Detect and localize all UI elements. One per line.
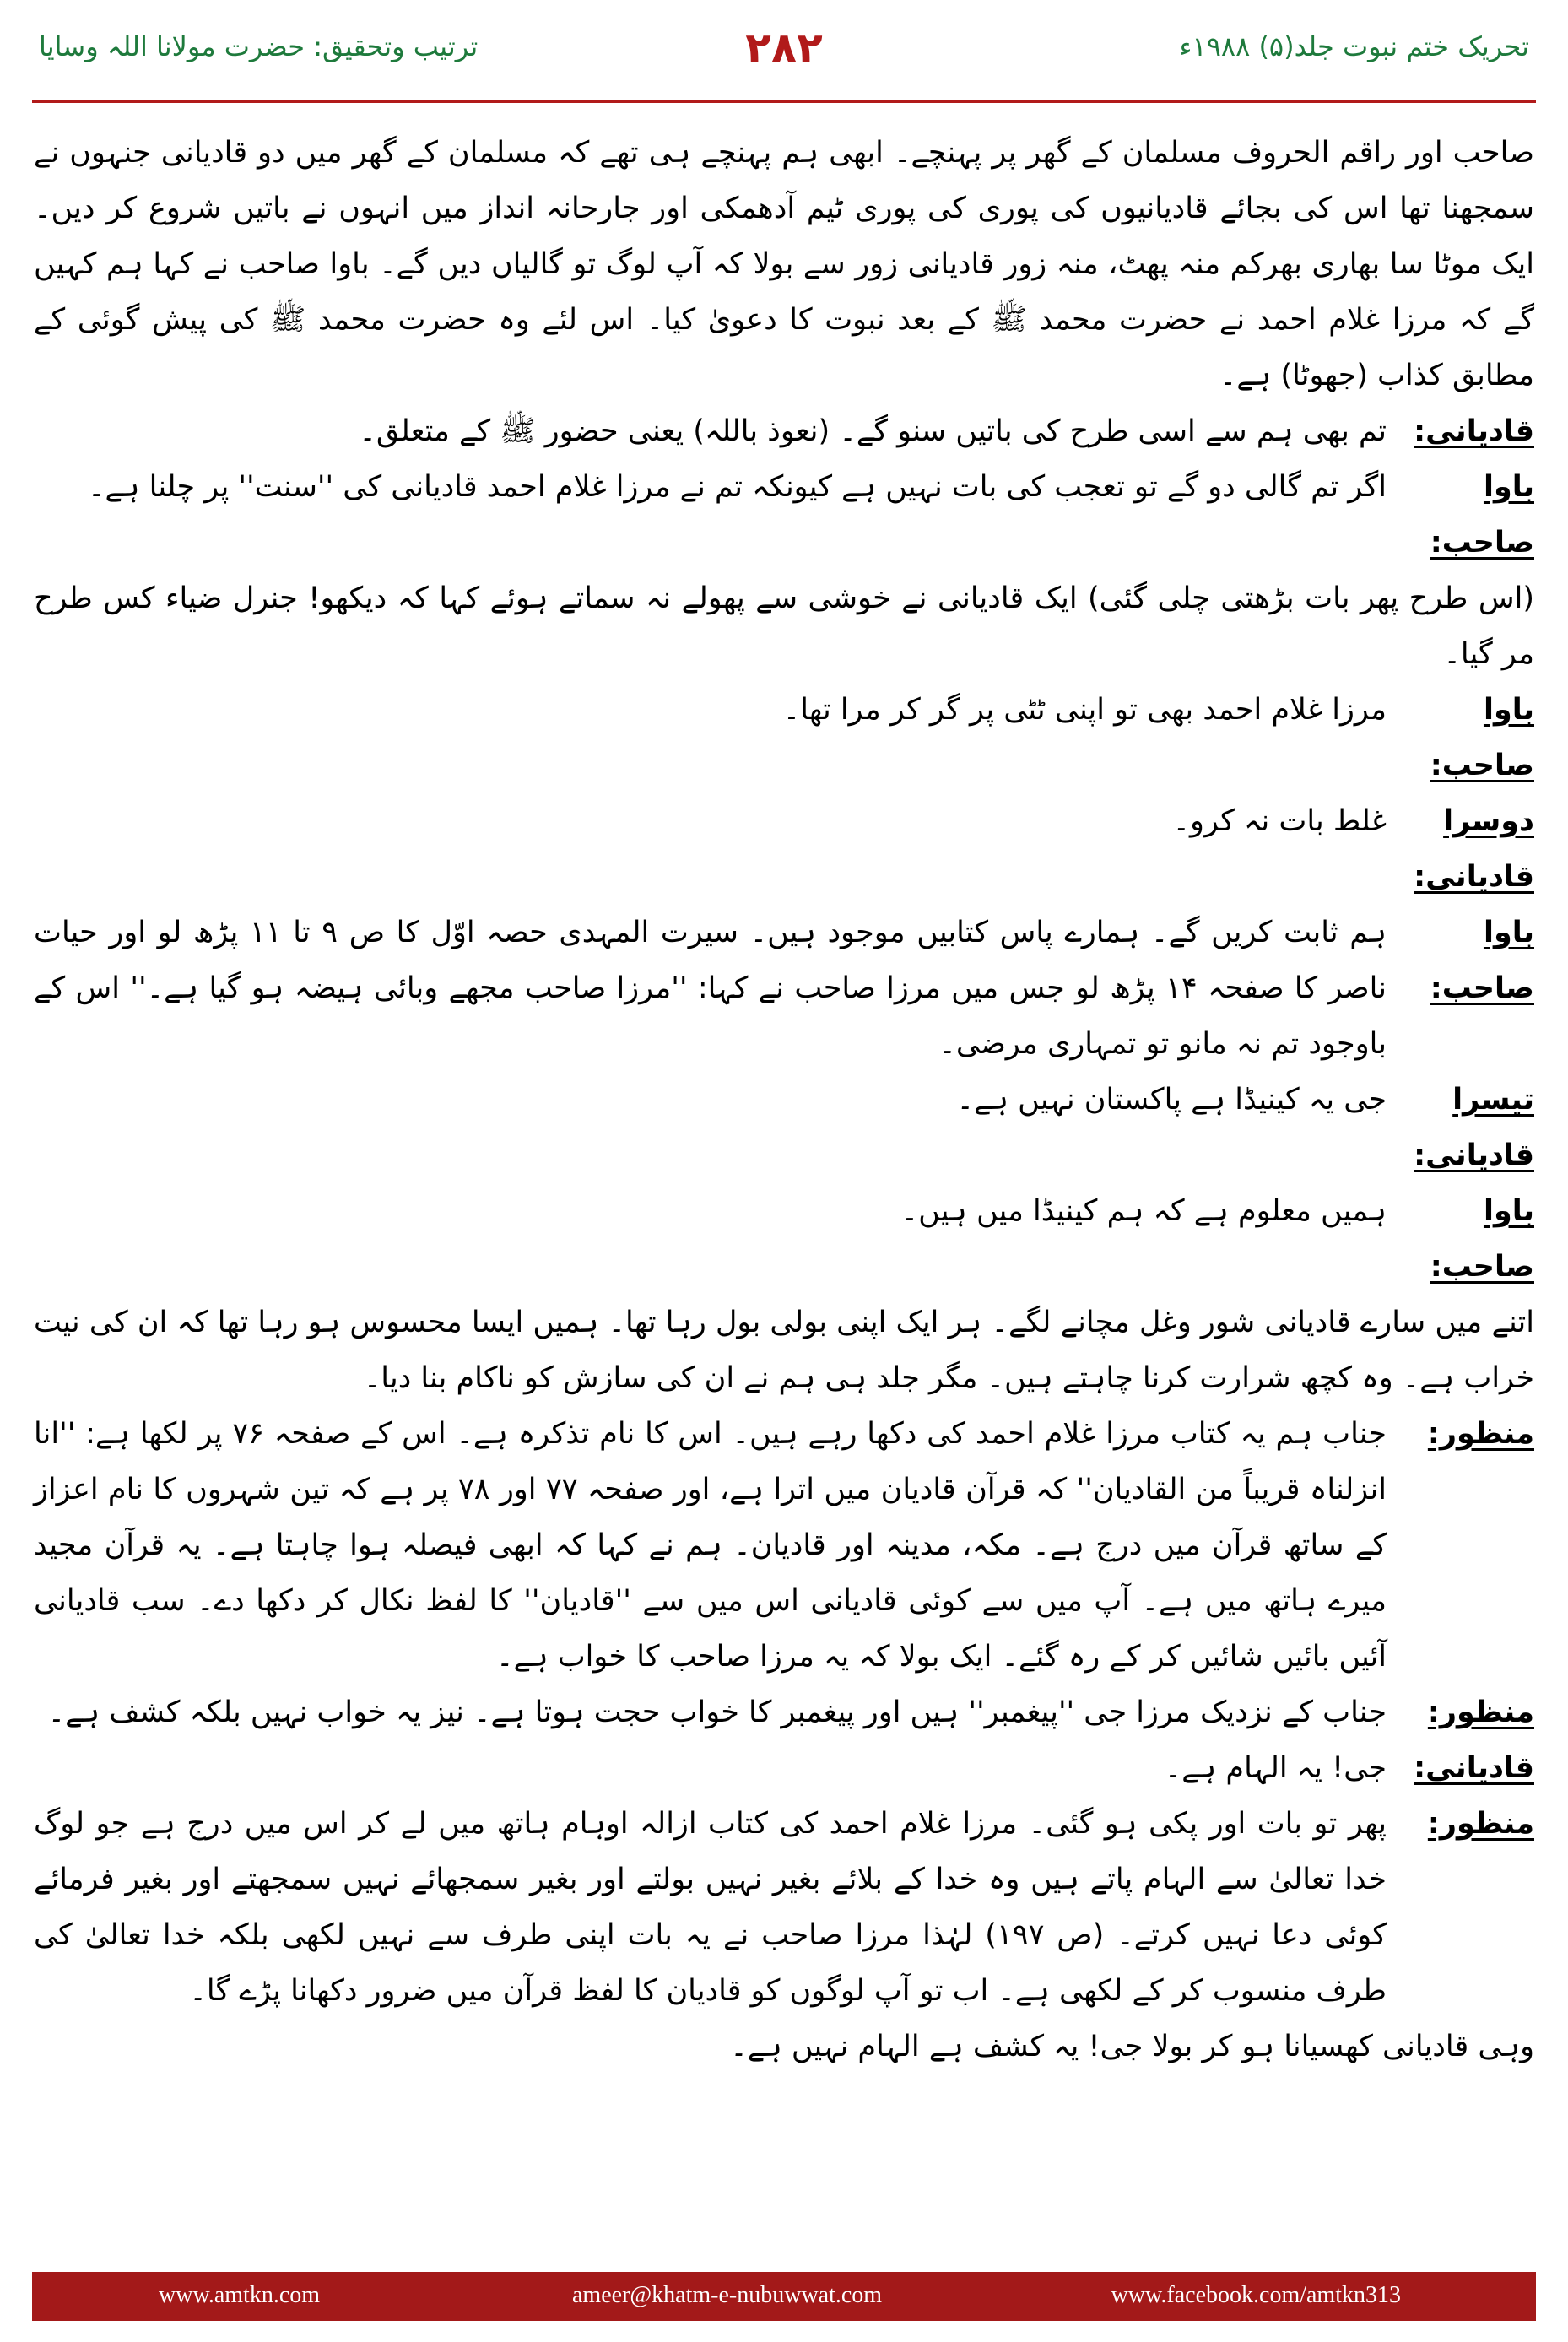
- dialogue-line: [34, 682, 1534, 793]
- header-rule: [32, 100, 1536, 103]
- speaker-label: باوا صاحب:: [1430, 470, 1534, 560]
- dialogue-line: [34, 1685, 1534, 1740]
- dialogue-text: تم بھی ہم سے اسی طرح کی باتیں سنو گے۔ (نعوذ باللہ) یعنی حضور ﷺ کے متعلق۔: [359, 414, 1387, 448]
- page-number: ۲۸۲: [745, 24, 823, 73]
- dialogue-text: ہم ثابت کریں گے۔ ہمارے پاس کتابیں موجود ہیں۔ سیرت المہدی حصہ اوّل کا ص ۹ تا ۱۱ پڑھ لو اور حیات ناصر کا صفحہ ۱۴ پڑھ لو جس میں مرزا صاحب نے کہا: ''مرزا صاحب مجھے وبائی ہیضہ ہو گیا ہے۔'' اس کے باوجود تم نہ مانو تو تمہاری مرضی۔: [34, 916, 1387, 1061]
- speaker-label: قادیانی:: [1414, 1751, 1534, 1785]
- compiler-credit: ترتیب وتحقیق: حضرت مولانا اللہ وسایا: [39, 30, 479, 62]
- dialogue-text: جناب کے نزدیک مرزا جی ''پیغمبر'' ہیں اور پیغمبر کا خواب حجت ہوتا ہے۔ نیز یہ خواب نہیں بلکہ کشف ہے۔: [47, 1696, 1387, 1729]
- dialogue-text: غلط بات نہ کرو۔: [1172, 804, 1387, 838]
- closing-paragraph: وہی قادیانی کھسیانا ہو کر بولا جی! یہ کشف ہے الہام نہیں ہے۔: [730, 2030, 1534, 2063]
- dialogue-text: مرزا غلام احمد بھی تو اپنی ٹٹی پر گر کر مرا تھا۔: [782, 693, 1387, 727]
- dialogue-line: [34, 1740, 1534, 1796]
- dialogue-line: [34, 459, 1534, 571]
- dialogue-text: اگر تم گالی دو گے تو تعجب کی بات نہیں ہے کیونکہ تم نے مرزا غلام احمد قادیانی کی ''سنت'' پر چلنا ہے۔: [88, 470, 1387, 504]
- book-title: تحریک ختم نبوت جلد(۵) ۱۹۸۸ء: [1179, 30, 1529, 62]
- dialogue-line: [34, 1072, 1534, 1183]
- dialogue-text: جی یہ کینیڈا ہے پاکستان نہیں ہے۔: [956, 1083, 1387, 1117]
- email-link[interactable]: ameer@khatm-e-nubuwwat.com: [572, 2282, 883, 2308]
- dialogue-text: جی! یہ الہام ہے۔: [1164, 1751, 1387, 1785]
- speaker-label: باوا صاحب:: [1430, 1194, 1534, 1284]
- facebook-link[interactable]: www.facebook.com/amtkn313: [1111, 2282, 1401, 2308]
- dialogue-line: [34, 1183, 1534, 1295]
- dialogue-line: [34, 403, 1534, 459]
- speaker-label: باوا صاحب:: [1430, 916, 1534, 1005]
- intro-paragraph: صاحب اور راقم الحروف مسلمان کے گھر پر پہنچے۔ ابھی ہم پہنچے ہی تھے کہ مسلمان کے گھر میں دو قادیانی جنہوں نے سمجھنا تھا اس کی بجائے قادیانیوں کی پوری کی پوری ٹیم آدھمکی اور جارحانہ انداز میں انہوں نے باتیں شروع کر دیں۔ ایک موٹا سا بھاری بھرکم منہ پھٹ، منہ زور قادیانی زور سے بولا کہ آپ لوگ تو گالیاں دیں گے۔ باوا صاحب نے کہا ہم کہیں گے کہ مرزا غلام احمد نے حضرت محمد ﷺ کے بعد نبوت کا دعویٰ کیا۔ اس لئے وہ حضرت محمد ﷺ کی پیش گوئی کے مطابق کذاب (جھوٹا) ہے۔: [34, 136, 1534, 392]
- dialogue-line: [34, 1406, 1534, 1685]
- page-footer: [32, 2272, 1536, 2321]
- narration-paragraph: اتنے میں سارے قادیانی شور وغل مچانے لگے۔ ہر ایک اپنی بولی بول رہا تھا۔ ہمیں ایسا محسوس ہو رہا تھا کہ ان کی نیت خراب ہے۔ وہ کچھ شرارت کرنا چاہتے ہیں۔ مگر جلد ہی ہم نے ان کی سازش کو ناکام بنا دیا۔: [34, 1306, 1534, 1395]
- dialogue-text: ہمیں معلوم ہے کہ ہم کینیڈا میں ہیں۔: [900, 1194, 1387, 1228]
- speaker-label: دوسرا قادیانی:: [1414, 804, 1534, 894]
- speaker-label: منظور:: [1427, 1696, 1534, 1729]
- dialogue-line: [34, 793, 1534, 905]
- page-body: [34, 125, 1534, 2074]
- dialogue-text: پھر تو بات اور پکی ہو گئی۔ مرزا غلام احمد کی کتاب ازالہ اوہام ہاتھ میں لے کر اس میں درج ہے جو لوگ خدا تعالیٰ سے الہام پاتے ہیں وہ خدا کے بلائے بغیر نہیں بولتے اور بغیر سمجھائے نہیں سمجھتے اور بغیر فرمائے کوئی دعا نہیں کرتے۔ (ص ۱۹۷) لہٰذا مرزا صاحب نے یہ بات اپنی طرف سے نہیں لکھی بلکہ خدا تعالیٰ کی طرف منسوب کر کے لکھی ہے۔ اب تو آپ لوگوں کو قادیان کا لفظ قرآن میں ضرور دکھانا پڑے گا۔: [34, 1807, 1387, 2008]
- page-header: [32, 19, 1536, 96]
- speaker-label: قادیانی:: [1414, 414, 1534, 448]
- dialogue-text: جناب ہم یہ کتاب مرزا غلام احمد کی دکھا رہے ہیں۔ اس کا نام تذکرہ ہے۔ اس کے صفحہ ۷۶ پر لکھا ہے: ''انا انزلناہ قریباً من القادیان'' کہ قرآن قادیان میں اترا ہے، اور صفحہ ۷۷ اور ۷۸ پر ہے کہ تین شہروں کا نام اعزاز کے ساتھ قرآن میں درج ہے۔ مکہ، مدینہ اور قادیان۔ ہم نے کہا کہ ابھی فیصلہ ہوا چاہتا ہے۔ یہ قرآن مجید میرے ہاتھ میں ہے۔ آپ میں سے کوئی قادیانی اس میں سے ''قادیان'' کا لفظ نکال کر دکھا دے۔ سب قادیانی آئیں بائیں شائیں کر کے رہ گئے۔ ایک بولا کہ یہ مرزا صاحب کا خواب ہے۔: [34, 1417, 1387, 1674]
- speaker-label: تیسرا قادیانی:: [1414, 1083, 1534, 1172]
- dialogue-line: [34, 1796, 1534, 2019]
- speaker-label: باوا صاحب:: [1430, 693, 1534, 782]
- website-link[interactable]: www.amtkn.com: [159, 2282, 321, 2308]
- speaker-label: منظور:: [1427, 1807, 1534, 1841]
- narration-paragraph: (اس طرح پھر بات بڑھتی چلی گئی) ایک قادیانی نے خوشی سے پھولے نہ سماتے ہوئے کہا کہ دیکھو! جنرل ضیاء کس طرح مر گیا۔: [34, 581, 1534, 671]
- speaker-label: منظور:: [1427, 1417, 1534, 1451]
- dialogue-line: [34, 905, 1534, 1072]
